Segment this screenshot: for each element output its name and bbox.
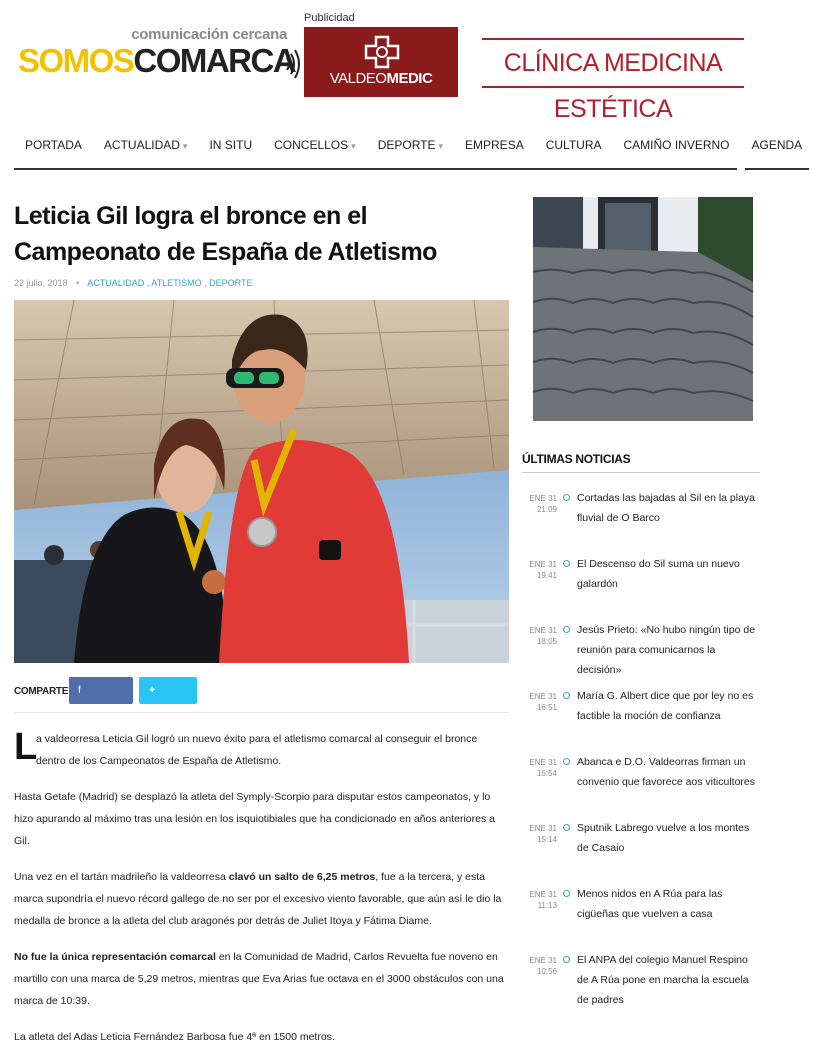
news-datetime	[522, 691, 557, 713]
clinica-ad[interactable]	[482, 38, 744, 88]
news-date: ENE 31	[522, 889, 557, 900]
category-link-actualidad[interactable]: ACTUALIDAD	[87, 278, 144, 288]
valdeomedic-part1: VALDEO	[330, 70, 387, 87]
news-time: 19:41	[522, 570, 557, 581]
nav-label: IN SITU	[209, 138, 252, 152]
nav-item-in-situ[interactable]	[198, 128, 263, 168]
news-time: 11:13	[522, 900, 557, 911]
facebook-share-button[interactable]	[69, 677, 133, 704]
article-paragraph	[14, 866, 509, 932]
news-time: 15:54	[522, 768, 557, 779]
circle-bullet-icon	[563, 824, 570, 831]
news-date: ENE 31	[522, 559, 557, 570]
valdeomedic-part2: MEDIC	[386, 70, 432, 87]
article-paragraph	[14, 946, 509, 1012]
paragraph-bold-text: clavó un salto de 6,25 metros	[229, 871, 375, 883]
news-item[interactable]	[522, 620, 762, 686]
logo-wordmark	[18, 42, 295, 80]
nav-item-empresa[interactable]	[454, 128, 535, 168]
article-paragraph	[14, 728, 509, 772]
article-title: Leticia Gil logra el bronce en el Campeonato de España de Atletismo	[14, 198, 514, 270]
news-item[interactable]	[522, 884, 762, 950]
news-item[interactable]	[522, 686, 762, 752]
circle-bullet-icon	[563, 494, 570, 501]
category-separator: ,	[202, 278, 210, 288]
news-datetime	[522, 955, 557, 977]
news-date: ENE 31	[522, 493, 557, 504]
news-item[interactable]	[522, 752, 762, 818]
logo-tagline: comunicación cercana	[131, 26, 287, 43]
paragraph-text: en la Comunidad de Madrid, Carlos Revuelta fue noveno en martillo con una marca de 5,29 metros, mientras que Eva Arias fue octava en el 3000 obstáculos con una marca de 10:39.	[14, 951, 504, 1007]
circle-bullet-icon	[563, 890, 570, 897]
nav-label: ACTUALIDAD	[104, 138, 180, 152]
share-bar	[14, 677, 509, 713]
paragraph-bold-text: No fue la única representación comarcal	[14, 951, 216, 963]
nav-item-cultura[interactable]	[535, 128, 613, 168]
paragraph-text: a valdeorresa Leticia Gil logró un nuevo éxito para el atletismo comarcal al conseguir el bronce dentro de los Campeonatos de España de Atletismo.	[36, 733, 477, 767]
news-date: ENE 31	[522, 625, 557, 636]
news-headline[interactable]: Cortadas las bajadas al Sil en la playa fluvial de O Barco	[577, 488, 762, 528]
article-meta	[14, 278, 252, 288]
share-label: COMPARTE	[14, 686, 68, 697]
nav-label: PORTADA	[25, 138, 82, 152]
nav-label: DEPORTE	[378, 138, 436, 152]
circle-bullet-icon	[563, 626, 570, 633]
chevron-down-icon: ▾	[438, 141, 443, 151]
nav-item-concellos[interactable]	[263, 128, 367, 168]
news-time: 15:14	[522, 834, 557, 845]
separator-dot: •	[76, 278, 79, 288]
news-headline[interactable]: María G. Albert dice que por ley no es factible la moción de confianza	[577, 686, 762, 726]
sidebar-ad-roof[interactable]	[533, 197, 753, 421]
news-item[interactable]	[522, 818, 762, 884]
roof-photo	[533, 197, 753, 421]
valdeomedic-ad[interactable]	[304, 27, 458, 97]
medical-cross-icon	[364, 35, 400, 69]
nav-item-deporte[interactable]	[367, 128, 454, 168]
twitter-label: Twitter	[148, 712, 177, 723]
paragraph-text: , fue a la tercera, y esta marca supondría el nuevo récord gallego de no ser por el excesivo viento favorable, que aún así le dio la medalla de bronce a la atleta del club aragonés por detrás de Juliet Itoya y Fátima Diame.	[14, 871, 501, 927]
dropcap-letter: L	[14, 730, 37, 764]
news-datetime	[522, 757, 557, 779]
facebook-label: Facebook	[78, 712, 122, 723]
article-photo	[14, 300, 509, 663]
logo-part-comarca: COMARCA	[133, 42, 295, 79]
category-link-atletismo[interactable]: ATLETISMO	[151, 278, 201, 288]
nav-label: CONCELLOS	[274, 138, 348, 152]
nav-label: CAMIÑO INVERNO	[623, 138, 729, 152]
news-headline[interactable]: Abanca e D.O. Valdeorras firman un convenio que favorece aos viticultores	[577, 752, 762, 792]
circle-bullet-icon	[563, 758, 570, 765]
nav-label: EMPRESA	[465, 138, 524, 152]
site-logo[interactable]	[16, 26, 301, 86]
chevron-down-icon: ▾	[183, 141, 188, 151]
article-paragraph: Hasta Getafe (Madrid) se desplazó la atleta del Symply-Scorpio para disputar estos campeonatos, y lo hizo apurando al máximo tras una lesión en los isquiotibiales que ha condicionado en años anteriores a Gil.	[14, 786, 509, 852]
latest-news-list	[522, 488, 762, 1016]
facebook-icon: f	[78, 685, 81, 696]
news-item[interactable]	[522, 950, 762, 1016]
news-date: ENE 31	[522, 955, 557, 966]
circle-bullet-icon	[563, 956, 570, 963]
chevron-down-icon: ▾	[351, 141, 356, 151]
nav-item-portada[interactable]	[14, 128, 93, 168]
twitter-icon: ✦	[148, 685, 156, 696]
category-link-deporte[interactable]: DEPORTE	[209, 278, 252, 288]
sound-waves-icon	[285, 48, 301, 80]
news-datetime	[522, 493, 557, 515]
news-time: 10:56	[522, 966, 557, 977]
news-date: ENE 31	[522, 823, 557, 834]
nav-label: AGENDA	[752, 138, 803, 152]
nav-label: CULTURA	[546, 138, 602, 152]
logo-part-somos: SOMOS	[18, 42, 133, 79]
twitter-share-button[interactable]	[139, 677, 197, 704]
article-photo-illustration	[14, 300, 509, 663]
circle-bullet-icon	[563, 692, 570, 699]
paragraph-text: Una vez en el tartán madrileño la valdeorresa	[14, 871, 229, 883]
news-date: ENE 31	[522, 757, 557, 768]
valdeomedic-brand	[304, 70, 458, 87]
article-body	[14, 728, 509, 1062]
news-datetime	[522, 625, 557, 647]
news-headline[interactable]: Jesús Prieto: «No hubo ningún tipo de reunión para comunicarnos la decisión»	[577, 620, 762, 680]
circle-bullet-icon	[563, 560, 570, 567]
news-headline[interactable]: El Descenso do Sil suma un nuevo galardón	[577, 554, 762, 594]
news-headline[interactable]: Sputnik Labrego vuelve a los montes de Casaio	[577, 818, 762, 858]
news-datetime	[522, 889, 557, 911]
main-nav	[14, 128, 696, 170]
clinica-ad-text: CLÍNICA MEDICINA ESTÉTICA	[482, 40, 744, 132]
news-item[interactable]	[522, 488, 762, 554]
publicidad-label: Publicidad	[304, 12, 355, 24]
news-time: 16:51	[522, 702, 557, 713]
news-datetime	[522, 823, 557, 845]
news-time: 21:09	[522, 504, 557, 515]
article-date: 22 julio, 2018	[14, 278, 68, 288]
news-time: 18:05	[522, 636, 557, 647]
nav-item-actualidad[interactable]	[93, 128, 199, 168]
news-item[interactable]	[522, 554, 762, 620]
news-headline[interactable]: El ANPA del colegio Manuel Respino de A Rúa pone en marcha la escuela de padres	[577, 950, 762, 1010]
news-date: ENE 31	[522, 691, 557, 702]
latest-news-heading: ÚLTIMAS NOTICIAS	[522, 452, 760, 466]
article-paragraph: La atleta del Adas Leticia Fernández Barbosa fue 4ª en 1500 metros.	[14, 1026, 509, 1048]
news-datetime	[522, 559, 557, 581]
news-headline[interactable]: Menos nidos en A Rúa para las cigüeñas que vuelven a casa	[577, 884, 762, 924]
category-separator: ,	[144, 278, 151, 288]
nav-item-agenda[interactable]	[741, 128, 813, 168]
nav-item-camino-inverno[interactable]	[612, 128, 740, 168]
